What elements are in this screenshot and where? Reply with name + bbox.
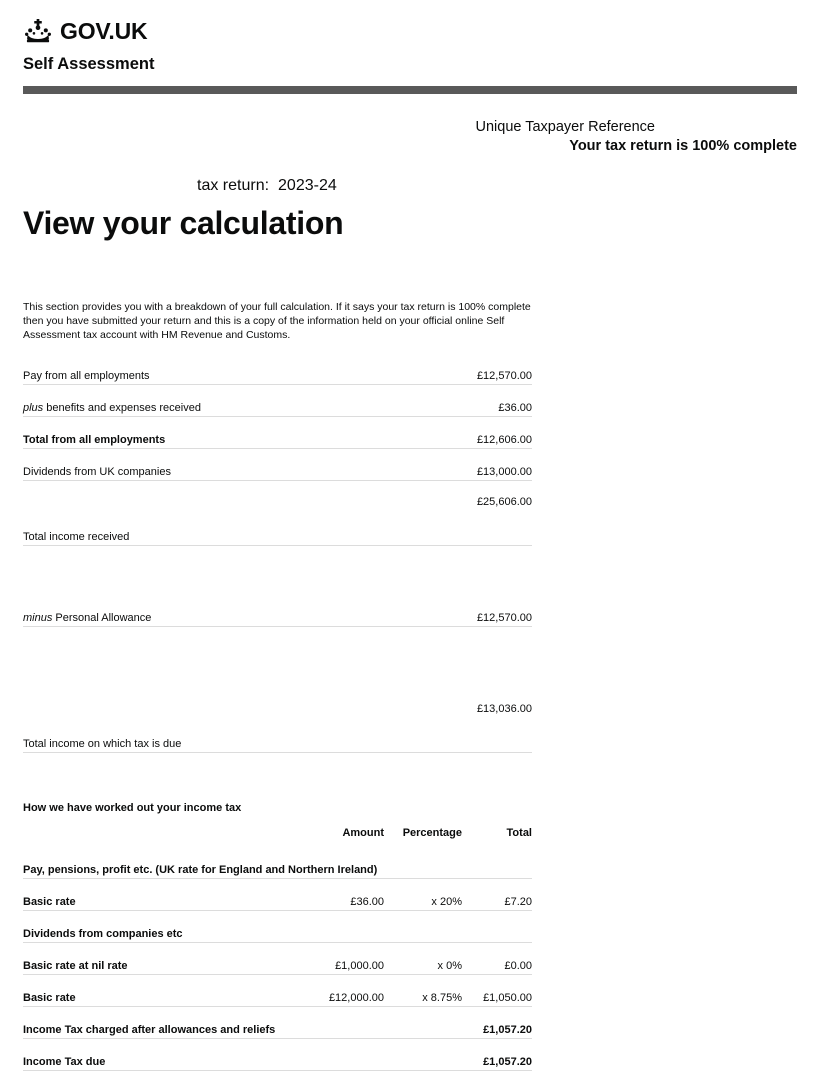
utr-label: Unique Taxpayer Reference: [475, 118, 655, 135]
tax-section-title: How we have worked out your income tax: [23, 802, 242, 815]
calculation-content: [0, 301, 819, 1071]
income-tax-table: [23, 827, 532, 1071]
title-block: [0, 176, 819, 241]
row-label: [23, 595, 278, 627]
table-row: [23, 1007, 532, 1039]
intro-paragraph: This section provides you with a breakdown of your full calculation. If it says your tax return is 100% complete then you have submitted your return and this is a copy of the information held on your official online Self Assessment tax account with HM Revenue and Customs.: [23, 301, 531, 341]
row-amount: £12,570.00: [278, 353, 533, 385]
tax-return-label: tax return:: [197, 176, 270, 194]
header-divider-bar: [23, 86, 797, 94]
row-amount: £13,000.00: [278, 449, 533, 481]
column-header-percentage: Percentage: [402, 827, 462, 840]
page-title: View your calculation: [23, 204, 344, 241]
row-amount: £12,570.00: [278, 595, 533, 627]
brand-name: GOV.UK: [60, 17, 148, 44]
service-name: Self Assessment: [23, 55, 155, 73]
spacer-cell: [23, 627, 278, 689]
completion-status: Your tax return is 100% complete: [569, 138, 797, 155]
band-heading: Dividends from companies etc: [23, 911, 532, 943]
row-total: £1,050.00: [462, 975, 532, 1007]
row-label: Dividends from UK companies: [23, 449, 278, 481]
table-row: [23, 595, 532, 627]
table-row: [23, 353, 532, 385]
column-header-label: [23, 827, 292, 847]
table-row: [23, 417, 532, 449]
column-header-amount: Amount: [342, 827, 384, 840]
row-amount: £12,000.00: [292, 975, 384, 1007]
row-amount: £36.00: [278, 385, 533, 417]
row-label-text: benefits and expenses received: [46, 402, 201, 415]
masthead: [0, 0, 819, 73]
row-percentage: x 20%: [384, 879, 462, 911]
table-row: [23, 481, 532, 546]
row-label-text: Personal Allowance: [55, 612, 152, 625]
row-percentage: x 0%: [384, 943, 462, 975]
band-heading: Pay, pensions, profit etc. (UK rate for England and Northern Ireland): [23, 847, 532, 879]
spacer-cell: [278, 546, 533, 596]
row-amount: £13,036.00: [278, 688, 533, 753]
row-amount: £36.00: [292, 879, 384, 911]
tax-year-value: 2023-24: [278, 176, 337, 194]
row-label: Basic rate: [23, 975, 292, 1007]
gov-uk-brand[interactable]: [23, 18, 819, 44]
table-row: [23, 688, 532, 753]
spacer-row: [23, 627, 532, 689]
table-row: [23, 943, 532, 975]
spacer-cell: [23, 546, 278, 596]
row-amount: £1,000.00: [292, 943, 384, 975]
row-amount: £12,606.00: [278, 417, 533, 449]
table-row: [23, 449, 532, 481]
crown-icon: [23, 19, 53, 43]
spacer-cell: [278, 627, 533, 689]
table-row: [23, 385, 532, 417]
spacer-row: [23, 546, 532, 596]
row-label-prefix: plus: [23, 402, 44, 415]
row-label: [23, 385, 278, 417]
row-label-prefix: minus: [23, 612, 53, 625]
table-row: [23, 879, 532, 911]
row-label: Total income received: [23, 481, 278, 546]
income-breakdown-table: [23, 353, 532, 753]
band-heading-row: [23, 847, 532, 879]
row-total: £1,057.20: [462, 1039, 532, 1071]
row-total: £7.20: [462, 879, 532, 911]
row-percentage: x 8.75%: [384, 975, 462, 1007]
row-label: Income Tax due: [23, 1039, 462, 1071]
row-label: Total income on which tax is due: [23, 688, 278, 753]
table-row: [23, 1039, 532, 1071]
row-label: Income Tax charged after allowances and reliefs: [23, 1007, 462, 1039]
tax-year-line: [23, 176, 819, 195]
row-total: £0.00: [462, 943, 532, 975]
row-total: £1,057.20: [462, 1007, 532, 1039]
section-spacer: [23, 753, 819, 802]
table-row: [23, 975, 532, 1007]
taxpayer-meta: [0, 118, 819, 157]
row-label: Basic rate: [23, 879, 292, 911]
row-label: Total from all employments: [23, 417, 278, 449]
row-label: Basic rate at nil rate: [23, 943, 292, 975]
column-header-total: Total: [506, 827, 532, 840]
row-label: Pay from all employments: [23, 353, 278, 385]
table-header-row: [23, 827, 532, 847]
band-heading-row: [23, 911, 532, 943]
row-amount: £25,606.00: [278, 481, 533, 546]
